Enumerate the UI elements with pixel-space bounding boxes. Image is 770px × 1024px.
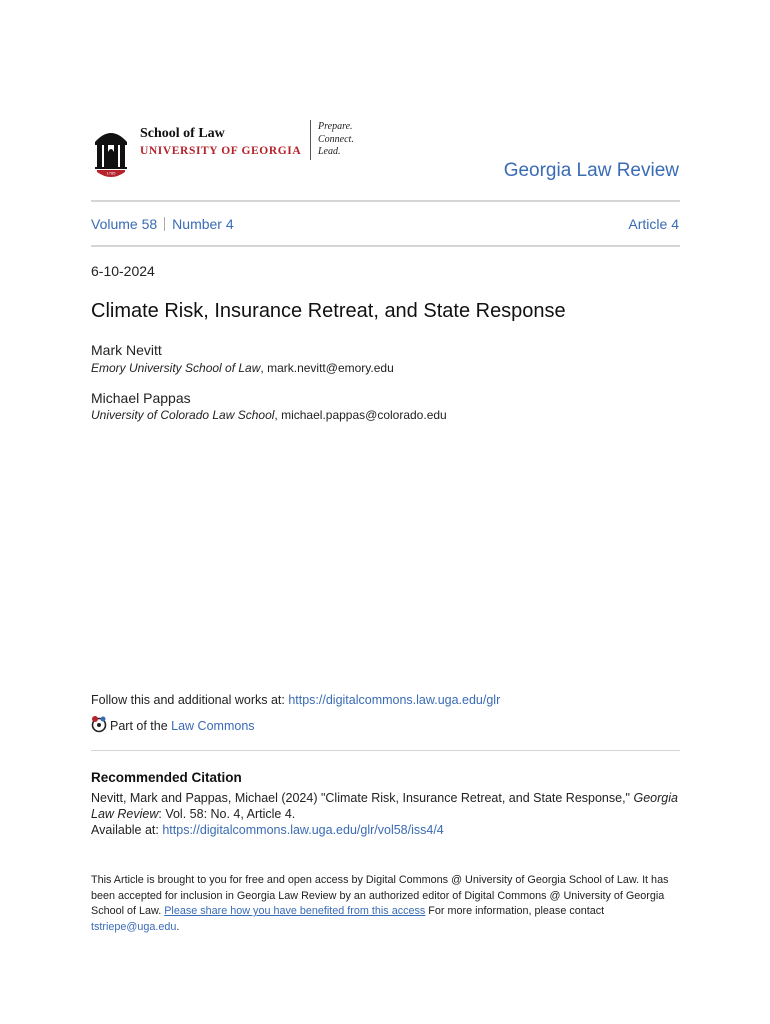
- footer-notice: [91, 873, 681, 935]
- part-of-line: [110, 719, 255, 733]
- follow-text: Follow this and additional works at:: [91, 693, 289, 707]
- citation-journal: Georgia Law Review: [91, 791, 678, 821]
- article-title-link[interactable]: Climate Risk, Insurance Retreat, and State Response: [91, 300, 566, 322]
- author-email: , mark.nevitt@emory.edu: [260, 361, 394, 375]
- motto: [318, 121, 354, 159]
- author-email: , michael.pappas@colorado.edu: [274, 408, 447, 422]
- affiliation-institution: University of Colorado Law School: [91, 408, 275, 422]
- citation-url-link[interactable]: https://digitalcommons.law.uga.edu/glr/vol58/iss4/4: [162, 823, 444, 837]
- divider: [91, 200, 680, 202]
- follow-line: [91, 693, 500, 707]
- footer-text-2: For more information, please contact: [425, 905, 605, 917]
- volume-link[interactable]: Volume 58: [91, 216, 158, 232]
- author-name: Michael Pappas: [91, 390, 191, 406]
- share-feedback-link[interactable]: Please share how you have benefited from this access: [164, 905, 426, 917]
- citation-text: [91, 790, 681, 838]
- divider: [91, 245, 680, 247]
- logo-year: 1785: [106, 170, 116, 176]
- part-of-text: Part of the: [110, 719, 172, 733]
- publication-date: 6-10-2024: [91, 263, 155, 279]
- affiliation-institution: Emory University School of Law: [91, 361, 261, 375]
- separator: [164, 217, 165, 231]
- author-affiliation: [91, 408, 447, 422]
- volume-number-line: [91, 216, 234, 232]
- citation-body: Nevitt, Mark and Pappas, Michael (2024) "Climate Risk, Insurance Retreat, and State Response,": [91, 791, 634, 805]
- number-link[interactable]: Number 4: [172, 216, 234, 232]
- motto-line-2: Connect.: [318, 133, 354, 145]
- motto-line-3: Lead.: [318, 146, 341, 157]
- footer-text-1: This Article is brought to you for free and open access by Digital Commons @ University of Georgia School of Law. It has been accepted for inclusion in Georgia Law Review by an authorized editor of Digital Commons @ University of Georgia School of Law.: [91, 874, 669, 917]
- author-affiliation: [91, 361, 394, 375]
- divider: [91, 750, 680, 751]
- logo-divider: [310, 120, 311, 160]
- citation-details: : Vol. 58: No. 4, Article 4.: [158, 807, 296, 821]
- law-commons-link[interactable]: Law Commons: [171, 719, 255, 733]
- author-name: Mark Nevitt: [91, 342, 162, 358]
- footer-text-3: .: [176, 920, 180, 933]
- network-icon: [90, 715, 108, 733]
- collection-link[interactable]: https://digitalcommons.law.uga.edu/glr: [288, 693, 501, 707]
- uga-arch-logo: [93, 122, 129, 178]
- school-name: School of Law: [140, 126, 225, 141]
- contact-email-link[interactable]: tstriepe@uga.edu: [91, 920, 177, 933]
- article-number-link[interactable]: Article 4: [628, 216, 679, 232]
- motto-line-1: Prepare.: [318, 121, 353, 132]
- university-name: UNIVERSITY OF GEORGIA: [140, 145, 302, 157]
- journal-title-link[interactable]: Georgia Law Review: [503, 160, 679, 181]
- available-label: Available at:: [91, 823, 163, 837]
- citation-heading: Recommended Citation: [91, 770, 242, 785]
